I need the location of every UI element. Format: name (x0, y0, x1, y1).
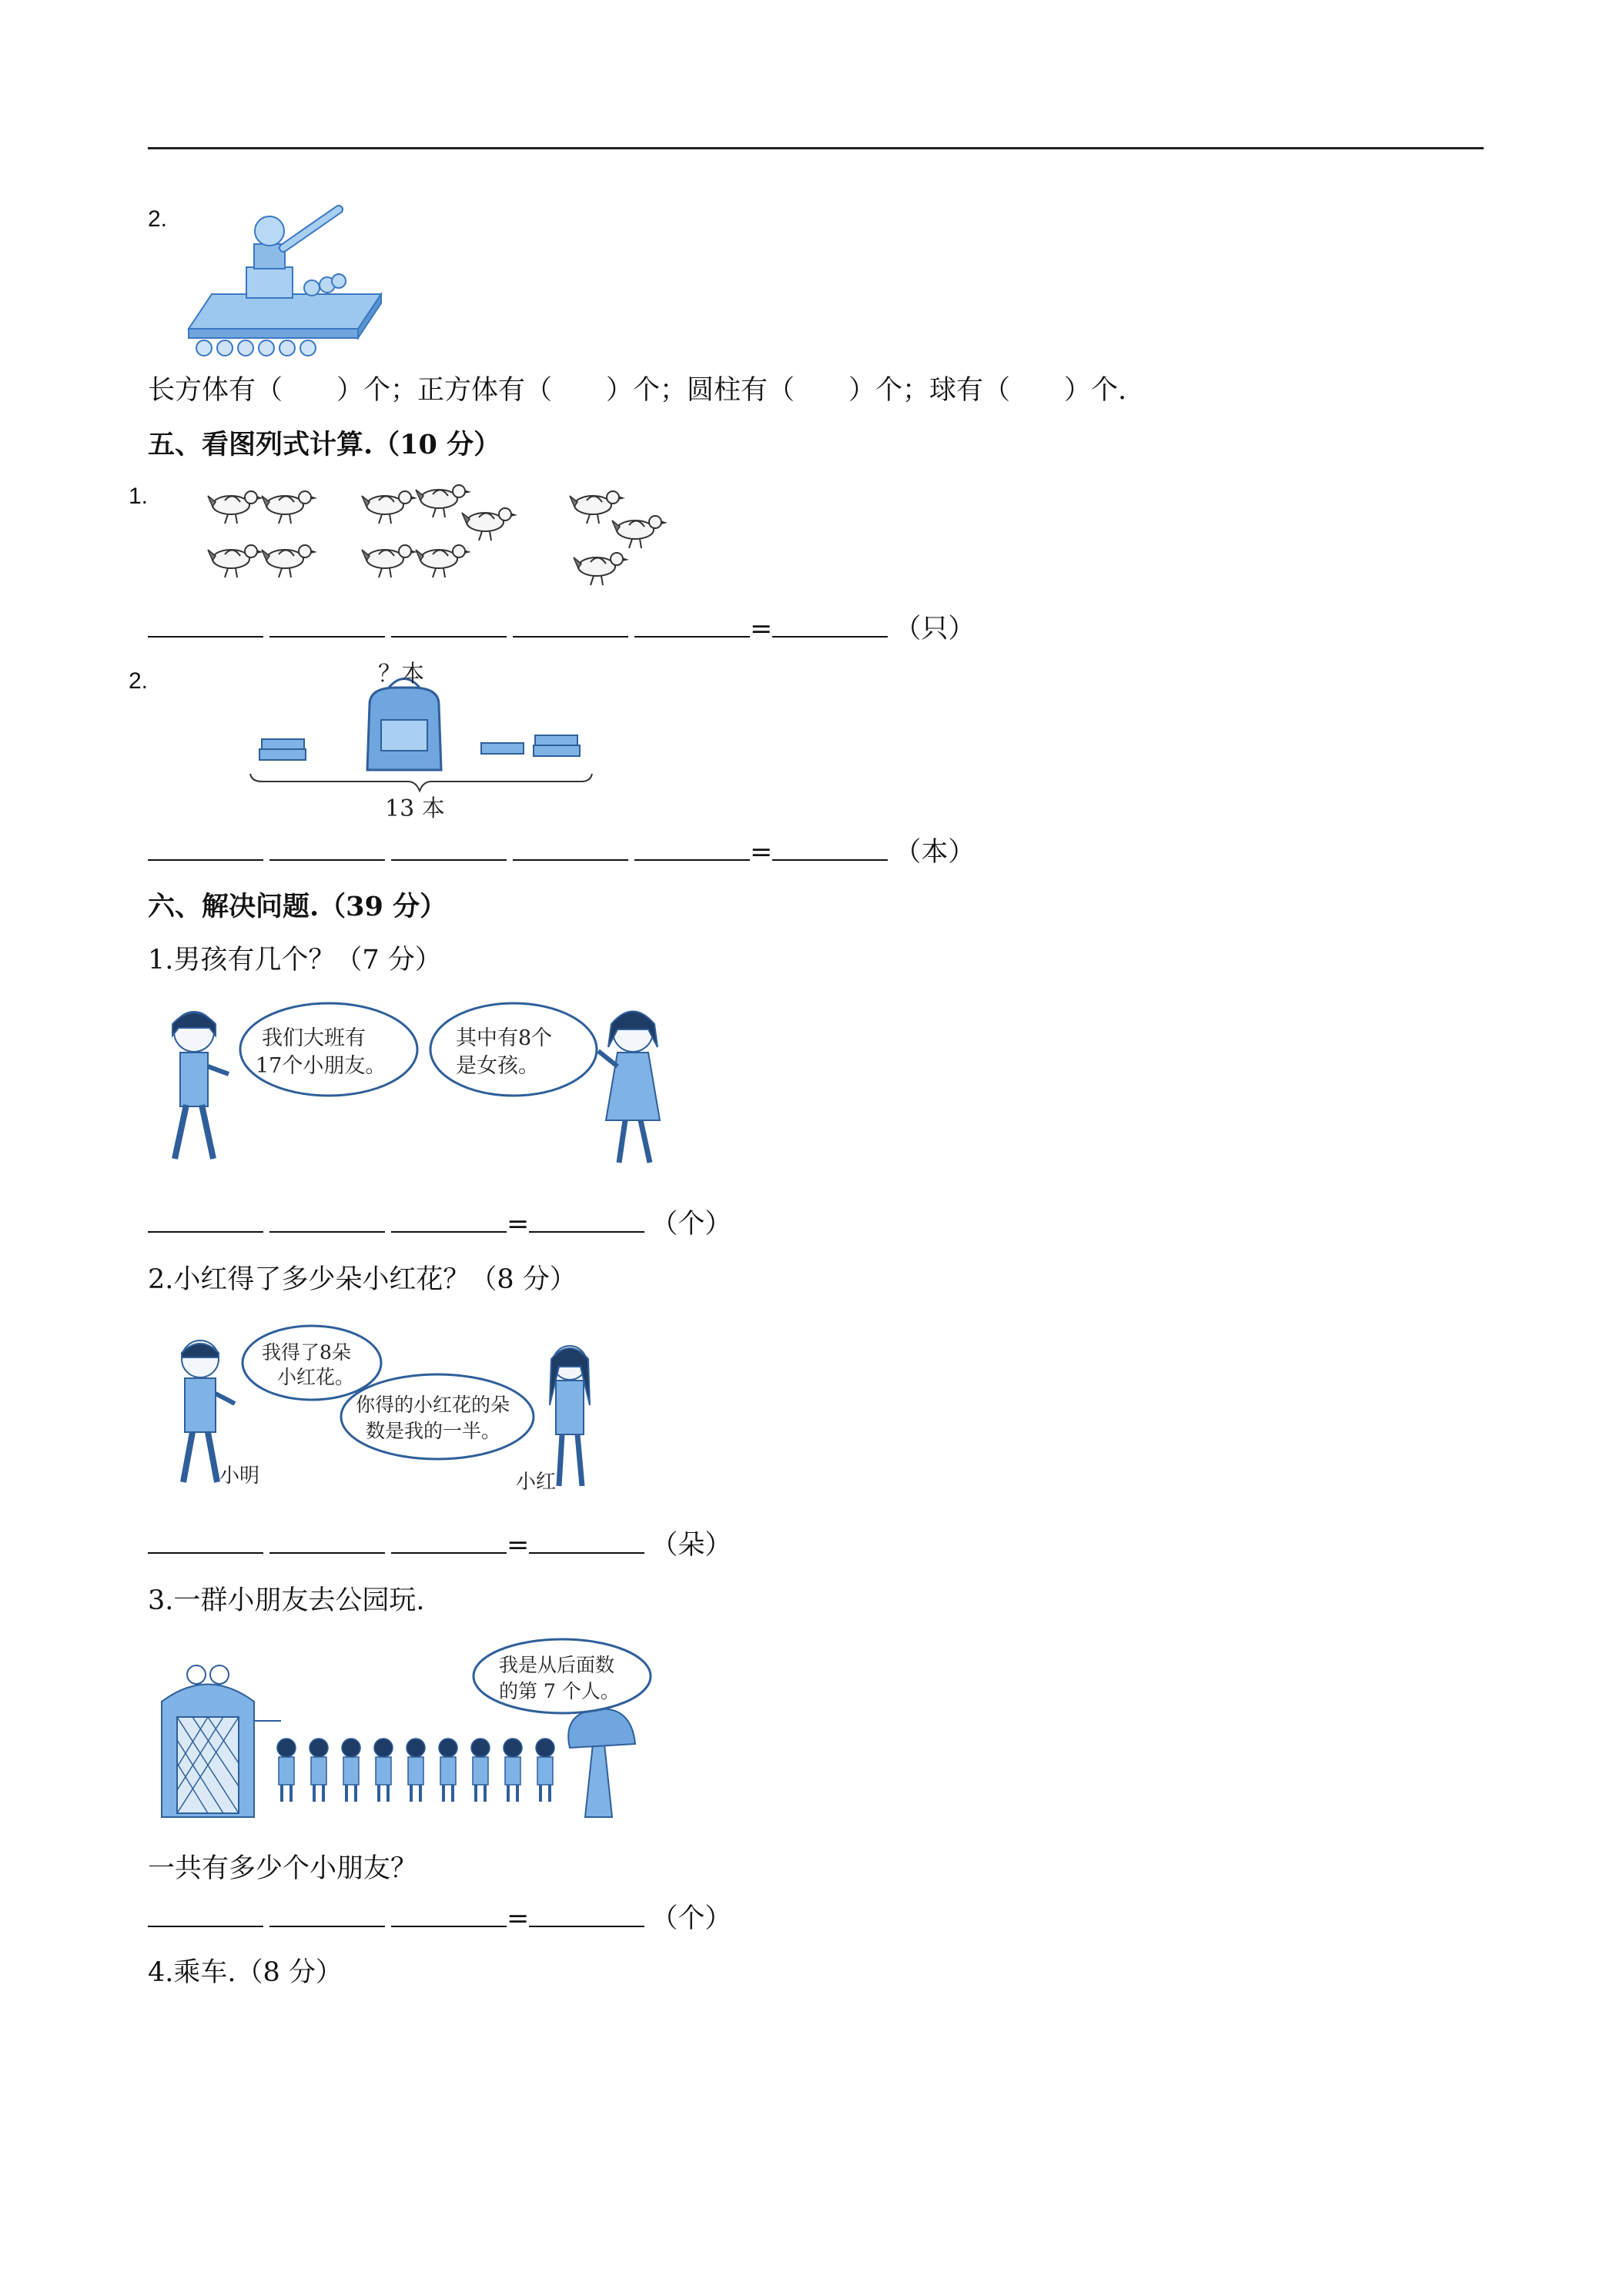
q2-bubble-left-line1: 我得了8朵 (262, 1341, 351, 1364)
equals-sign: = (750, 837, 773, 868)
answer-blank[interactable] (772, 836, 888, 861)
answer-blank[interactable] (391, 613, 507, 638)
answer-blank[interactable] (148, 836, 263, 861)
bubble-left-line2: 17个小朋友。 (256, 1054, 387, 1078)
equals-sign: = (507, 1530, 530, 1561)
q2-bubble-right-line2: 数是我的一半。 (366, 1420, 501, 1442)
s5-p1-number: 1. (129, 484, 149, 509)
bubble-right-line1: 其中有8个 (456, 1026, 553, 1050)
unit-label: （个） (651, 1903, 732, 1934)
birds-figure (204, 477, 697, 593)
answer-blank[interactable] (148, 613, 263, 638)
answer-blank[interactable] (513, 836, 628, 861)
unit-label: （只） (894, 614, 975, 644)
s5-p2-equation (148, 835, 975, 869)
header-rule (148, 147, 1484, 149)
s6-q3-title: 3.一群小朋友去公园玩. (148, 1585, 425, 1616)
answer-blank[interactable] (269, 1529, 385, 1554)
answer-blank[interactable] (513, 613, 628, 638)
s6-q3-question: 一共有多少个小朋友？ (148, 1853, 418, 1884)
bubble-right-line2: 是女孩。 (456, 1054, 539, 1078)
s5-p1-equation (148, 612, 975, 646)
books-figure (227, 658, 612, 824)
name-xiaoming: 小明 (219, 1464, 260, 1488)
books-total-label: 13 本 (385, 795, 445, 822)
q2-bubble-right-line1: 你得的小红花的朵 (356, 1394, 510, 1416)
answer-blank[interactable] (269, 613, 385, 638)
q3-bubble-line2: 的第 7 个人。 (499, 1680, 620, 1702)
q2-text: 长方体有（ ）个；正方体有（ ）个；圆柱有（ ）个；球有（ ）个. (148, 375, 1127, 406)
answer-blank[interactable] (391, 836, 507, 861)
s6-q4-title: 4.乘车.（8 分） (148, 1957, 343, 1988)
s6-q3-figure (154, 1636, 662, 1829)
s6-q1-figure (148, 989, 687, 1197)
answer-blank[interactable] (529, 1208, 644, 1233)
shapes-figure (185, 202, 397, 363)
q2-bubble-left-line2: 小红花。 (277, 1366, 355, 1388)
equals-sign: = (507, 1209, 530, 1240)
answer-blank[interactable] (529, 1903, 644, 1927)
q2-number: 2. (148, 206, 168, 232)
section6-title: 六、解决问题.（39 分） (148, 891, 447, 922)
answer-blank[interactable] (148, 1529, 263, 1554)
unit-label: （个） (651, 1209, 732, 1240)
unit-label: （朵） (651, 1530, 732, 1561)
name-xiaohong: 小红 (516, 1471, 557, 1494)
answer-blank[interactable] (148, 1903, 263, 1927)
answer-blank[interactable] (634, 613, 750, 638)
s6-q2-title: 2.小红得了多少朵小红花？（8 分） (148, 1264, 577, 1295)
s6-q1-equation (148, 1207, 731, 1241)
answer-blank[interactable] (269, 836, 385, 861)
answer-blank[interactable] (391, 1903, 507, 1927)
s6-q2-figure (154, 1320, 616, 1509)
equals-sign: = (507, 1903, 530, 1934)
answer-blank[interactable] (269, 1208, 385, 1233)
section5-title: 五、看图列式计算.（10 分） (148, 429, 501, 460)
equals-sign: = (750, 614, 773, 644)
books-question-label: ？本 (378, 661, 424, 688)
bubble-left-line1: 我们大班有 (262, 1026, 366, 1050)
answer-blank[interactable] (529, 1529, 644, 1554)
answer-blank[interactable] (148, 1208, 263, 1233)
s6-q2-equation (148, 1528, 731, 1562)
s5-p2-number: 2. (129, 668, 149, 694)
s6-q1-title: 1.男孩有几个？（7 分） (148, 945, 442, 976)
answer-blank[interactable] (391, 1208, 507, 1233)
unit-label: （本） (894, 837, 975, 868)
answer-blank[interactable] (391, 1529, 507, 1554)
s6-q3-equation (148, 1902, 731, 1936)
answer-blank[interactable] (269, 1903, 385, 1927)
answer-blank[interactable] (772, 613, 888, 638)
q3-bubble-line1: 我是从后面数 (499, 1654, 615, 1676)
answer-blank[interactable] (634, 836, 750, 861)
